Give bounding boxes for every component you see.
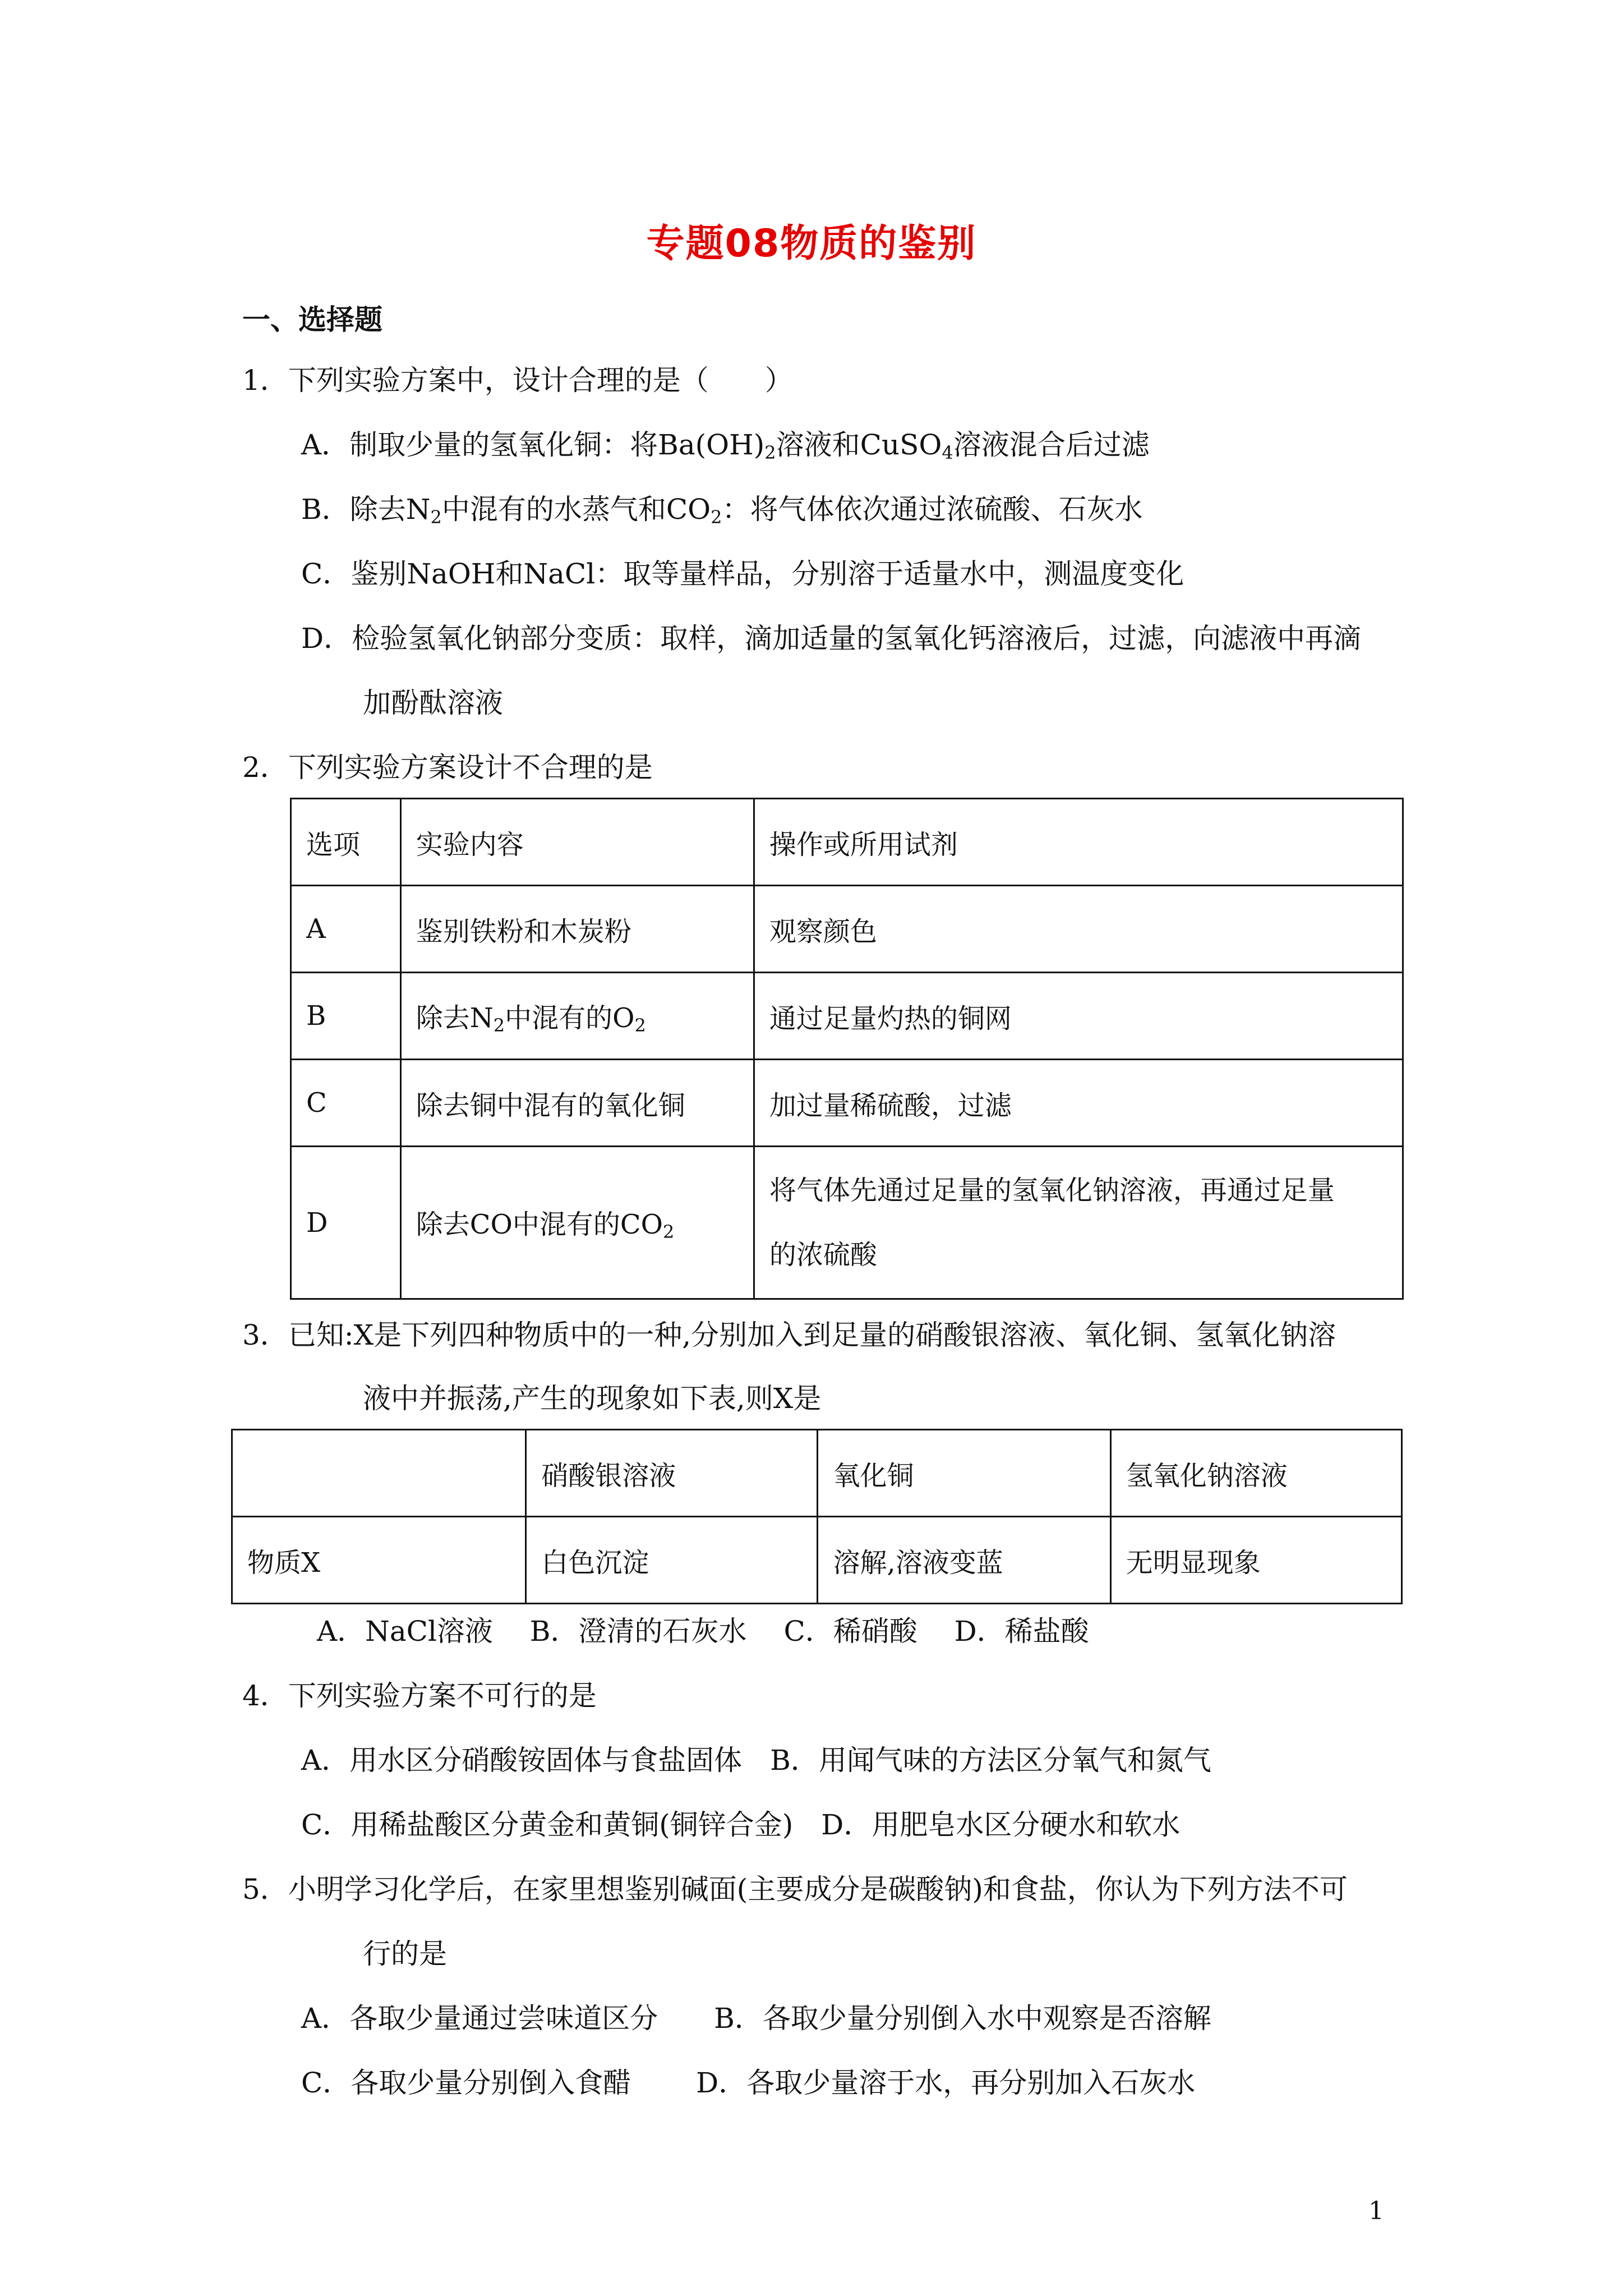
q1-option-d: D．检验氢氧化钠部分变质：取样，滴加适量的氢氧化钙溶液后，过滤，向滤液中再滴 [301, 622, 1362, 655]
header-cell: 操作或所用试剂 [754, 799, 1403, 886]
operation-cell: 通过足量灼热的铜网 [754, 973, 1403, 1060]
header-cell: 选项 [291, 799, 401, 886]
q5-options-ab: A．各取少量通过尝味道区分 B．各取少量分别倒入水中观察是否溶解 [301, 2002, 1211, 2035]
q1-option-c: C．鉴别NaOH和NaCl：取等量样品，分别溶于适量水中，测温度变化 [301, 558, 1184, 590]
page-number: 1 [1368, 2197, 1384, 2225]
q2-table [290, 798, 1404, 1300]
content-cell: 鉴别铁粉和木炭粉 [400, 886, 754, 973]
q4-options-ab: A．用水区分硝酸铵固体与食盐固体 B．用闻气味的方法区分氧气和氮气 [301, 1744, 1211, 1777]
header-cell [232, 1430, 526, 1517]
option-cell: D [291, 1147, 401, 1299]
q3-options: A．NaCl溶液 B．澄清的石灰水 C．稀硝酸 D．稀盐酸 [317, 1615, 1089, 1648]
q5-options-cd: C．各取少量分别倒入食醋 D．各取少量溶于水，再分别加入石灰水 [301, 2067, 1196, 2099]
table-row [291, 1147, 1403, 1299]
page-title: 专题08物质的鉴别 [646, 222, 977, 266]
content-cell: 除去铜中混有的氧化铜 [400, 1060, 754, 1147]
q5-stem-cont: 行的是 [363, 1938, 447, 1970]
header-cell: 实验内容 [400, 799, 754, 886]
operation-cell: 加过量稀硫酸，过滤 [754, 1060, 1403, 1147]
result-cell: 溶解,溶液变蓝 [818, 1517, 1110, 1604]
q1-option-d-cont: 加酚酞溶液 [363, 687, 503, 719]
q1-stem: 1．下列实验方案中，设计合理的是（ ） [242, 364, 793, 397]
header-cell: 氢氧化钠溶液 [1110, 1430, 1401, 1517]
q4-options-cd: C．用稀盐酸区分黄金和黄铜(铜锌合金) D．用肥皂水区分硬水和软水 [301, 1809, 1181, 1841]
row-label-cell: 物质X [232, 1517, 526, 1604]
operation-cell: 观察颜色 [754, 886, 1403, 973]
result-cell: 白色沉淀 [526, 1517, 818, 1604]
section-heading: 一、选择题 [242, 303, 382, 336]
q4-stem: 4．下列实验方案不可行的是 [242, 1680, 597, 1712]
table-row [291, 973, 1403, 1060]
table-row [291, 886, 1403, 973]
header-cell: 硝酸银溶液 [526, 1430, 818, 1517]
option-cell: C [291, 1060, 401, 1147]
header-cell: 氧化铜 [818, 1430, 1110, 1517]
table-header-row [232, 1430, 1402, 1517]
q2-stem: 2．下列实验方案设计不合理的是 [242, 751, 653, 784]
table-row [291, 1060, 1403, 1147]
q5-stem: 5．小明学习化学后，在家里想鉴别碱面(主要成分是碳酸钠)和食盐，你认为下列方法不可 [242, 1873, 1348, 1906]
q3-stem-cont: 液中并振荡,产生的现象如下表,则X是 [363, 1382, 822, 1415]
option-cell: B [291, 973, 401, 1060]
result-cell: 无明显现象 [1110, 1517, 1401, 1604]
table-row [232, 1517, 1402, 1604]
q1-option-a: A．制取少量的氢氧化铜：将$Ba(OH)_2$溶液和CuSO$_4$溶液混合后过滤 [301, 429, 1150, 463]
option-cell: A [291, 886, 401, 973]
q3-stem: 3．已知:X是下列四种物质中的一种,分别加入到足量的硝酸银溶液、氧化铜、氢氧化钠溶 [242, 1319, 1336, 1351]
table-header-row [291, 799, 1403, 886]
q3-table [231, 1429, 1403, 1604]
content-cell: 除去CO中混有的$CO_2$ [400, 1147, 754, 1299]
operation-cell: 将气体先通过足量的氢氧化钠溶液，再通过足量 的浓硫酸 [754, 1147, 1403, 1299]
content-cell: 除去$N_2$中混有的$O_2$ [400, 973, 754, 1060]
q1-option-b: B．除去$N_2$中混有的水蒸气和$CO_2$：将气体依次通过浓硫酸、石灰水 [301, 493, 1143, 528]
